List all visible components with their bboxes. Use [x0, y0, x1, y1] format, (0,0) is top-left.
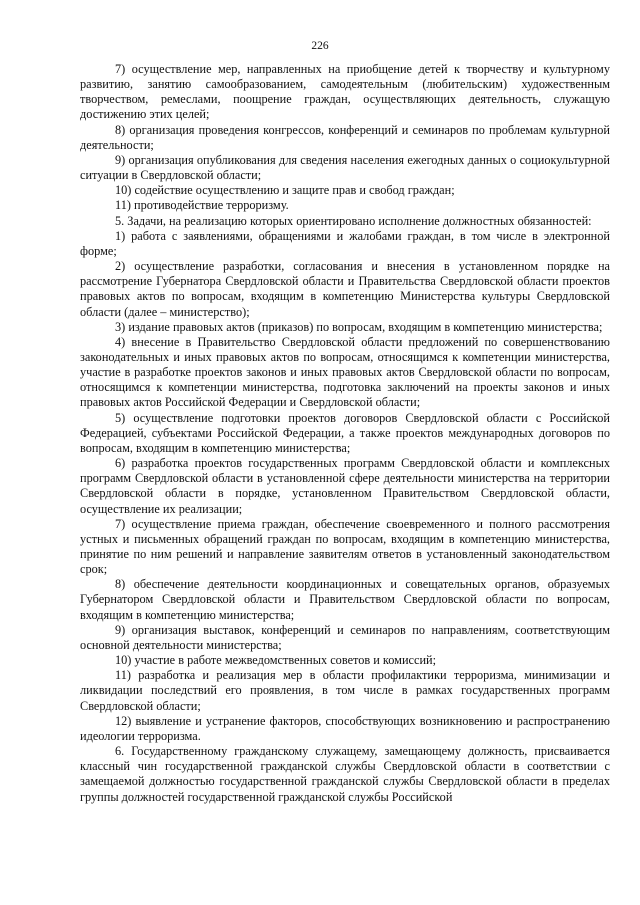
task-item-7: 7) осуществление приема граждан, обеспечение своевременного и полного рассмотрения устных и письменных обращений граждан по вопросам, входящим в компетенцию министерства, принятие по ним решений и направление заявителям ответов в установленный законодательством срок;	[80, 516, 610, 577]
section-5-tasks-heading: 5. Задачи, на реализацию которых ориентировано исполнение должностных обязанностей:	[115, 213, 592, 228]
task-item-11: 11) разработка и реализация мер в области профилактики терроризма, минимизации и ликвидации последствий его проявления, в том числе в рамках государственных программ Свердловской области;	[80, 668, 610, 713]
paragraph-item-11-terrorism: 11) противодействие терроризму.	[115, 198, 289, 213]
page-number: 226	[311, 40, 329, 52]
task-item-4: 4) внесение в Правительство Свердловской области предложений по совершенствованию законодательных и иных правовых актов по вопросам, относящимся к компетенции министерства, участие в разработке проектов законов и иных правовых актов Свердловской области по вопросам, относящимся к компетенции министерства, подготовка заключений на проекты законов и иных правовых актов Российской Федерации и Свердловской области;	[80, 334, 610, 410]
paragraph-item-9-publication: 9) организация опубликования для сведения населения ежегодных данных о социокультурной ситуации в Свердловской области;	[80, 152, 610, 183]
task-item-1: 1) работа с заявлениями, обращениями и жалобами граждан, в том числе в электронной форме;	[80, 228, 610, 258]
task-item-6: 6) разработка проектов государственных программ Свердловской области и комплексных программ Свердловской области в установленной сфере деятельности министерства на территории Свердловской области в порядке, установленном Правительством Свердловской области, осуществление их реализации;	[80, 456, 610, 516]
task-item-8: 8) обеспечение деятельности координационных и совещательных органов, образуемых Губернатором Свердловской области и Правительством Свердловской области по вопросам, входящим в компетенцию министерства;	[80, 577, 610, 622]
paragraph-item-10-rights: 10) содействие осуществлению и защите прав и свобод граждан;	[115, 183, 455, 198]
document-body	[80, 62, 610, 805]
section-6-class-rank: 6. Государственному гражданскому служащему, замещающему должность, присваивается классный чин государственной гражданской службы Свердловской области в соответствии с замещаемой должностью государственной гражданской службы Свердловской области в пределах группы должностей государственной гражданской службы Российской	[80, 744, 610, 804]
task-item-10: 10) участие в работе межведомственных советов и комиссий;	[115, 653, 437, 668]
task-item-12: 12) выявление и устранение факторов, способствующих возникновению и распространению идеологии терроризма.	[80, 713, 610, 743]
task-item-9: 9) организация выставок, конференций и семинаров по направлениям, соответствующим основной деятельности министерства;	[80, 622, 610, 652]
paragraph-item-8-congresses: 8) организация проведения конгрессов, конференций и семинаров по проблемам культурной деятельности;	[80, 122, 610, 152]
task-item-3: 3) издание правовых актов (приказов) по вопросам, входящим в компетенцию министерства;	[115, 319, 603, 334]
task-item-5: 5) осуществление подготовки проектов договоров Свердловской области с Российской Федерацией, субъектами Российской Федерации, а также проектов международных договоров по вопросам, входящим в компетенцию министерства;	[80, 410, 610, 455]
paragraph-item-7-creativity: 7) осуществление мер, направленных на приобщение детей к творчеству и культурному развитию, занятию самообразованием, самодеятельным (любительским) художественным творчеством, ремеслами, поощрение граждан, осуществляющих деятельность, служащую достижению этих целей;	[80, 62, 610, 122]
task-item-2: 2) осуществление разработки, согласования и внесения в установленном порядке на рассмотрение Губернатора Свердловской области и Правительства Свердловской области проектов правовых актов по вопросам, входящим в компетенцию Министерства культуры Свердловской области (далее – министерство);	[80, 259, 610, 319]
